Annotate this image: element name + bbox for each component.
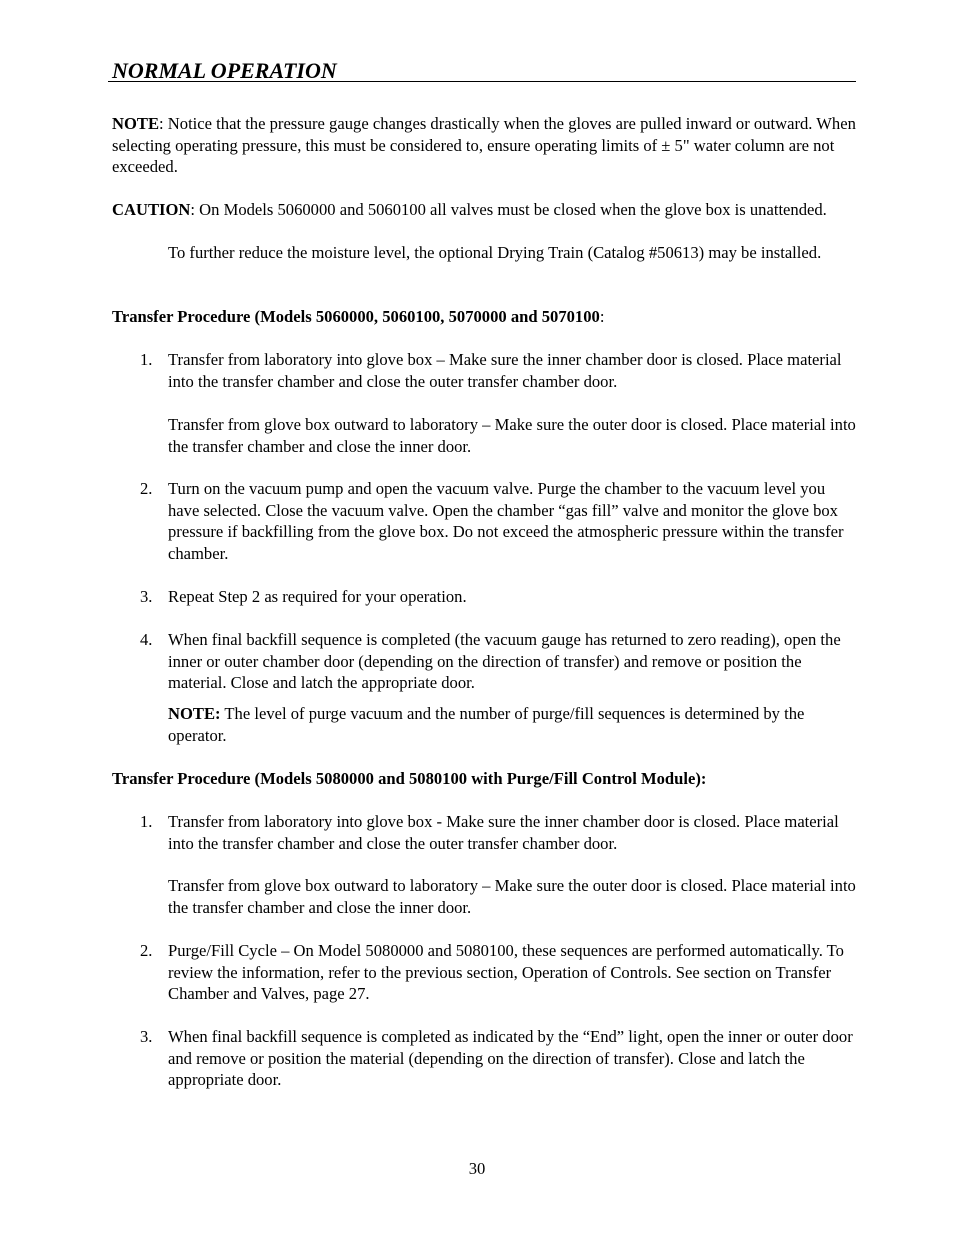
list-item: Transfer from laboratory into glove box - Make sure the inner chamber door is closed. Place material into the transfer chamber and close the outer transfer chamber door. [168, 812, 839, 853]
note-text: : Notice that the pressure gauge changes drastically when the gloves are pulled inward or outward. When selecting operating pressure, this must be considered to, ensure operating limits of ± 5" water column are not exceeded. [112, 114, 856, 176]
list-number: 2. [140, 941, 153, 960]
title-rule [108, 56, 856, 82]
list-item: Transfer from laboratory into glove box – Make sure the inner chamber door is closed. Place material into the transfer chamber and close the outer transfer chamber door. [168, 350, 842, 391]
list-item: Turn on the vacuum pump and open the vacuum valve. Purge the chamber to the vacuum level you have selected. Close the vacuum valve. Open the chamber “gas fill” valve and monitor the glove box pressure if backfilling from the glove box. Do not exceed the atmospheric pressure within the transfer chamber. [168, 479, 844, 563]
section2-heading: Transfer Procedure (Models 5080000 and 5080100 with Purge/Fill Control Module): [112, 769, 707, 788]
list-item: Repeat Step 2 as required for your operation. [168, 587, 467, 606]
note-label: NOTE [112, 114, 160, 133]
note-paragraph [112, 113, 857, 178]
caution-text: : On Models 5060000 and 5060100 all valves must be closed when the glove box is unattended. [190, 200, 827, 219]
list-item-note: NOTE: The level of purge vacuum and the number of purge/fill sequences is determined by the operator. [168, 704, 805, 745]
list-item-extra: Transfer from glove box outward to laboratory – Make sure the outer door is closed. Place material into the transfer chamber and close the inner door. [168, 876, 856, 917]
list-number: 3. [140, 587, 153, 606]
caution-followup: To further reduce the moisture level, the optional Drying Train (Catalog #50613) may be installed. [168, 243, 822, 262]
list-item: When final backfill sequence is completed (the vacuum gauge has returned to zero reading), open the inner or outer chamber door (depending on the direction of transfer) and remove or position the material. Close and latch the appropriate door. [168, 630, 841, 692]
list-number: 1. [140, 350, 153, 369]
list-number: 3. [140, 1027, 153, 1046]
section1-heading: Transfer Procedure (Models 5060000, 5060100, 5070000 and 5070100: [112, 307, 605, 326]
list-item: Purge/Fill Cycle – On Model 5080000 and 5080100, these sequences are performed automatically. To review the information, refer to the previous section, Operation of Controls. See section on Transfer Chamber and Valves, page 27. [168, 941, 844, 1003]
list-item: When final backfill sequence is completed as indicated by the “End” light, open the inner or outer door and remove or position the material (depending on the direction of transfer). Close and latch the appropriate door. [168, 1027, 853, 1089]
caution-label: CAUTION [112, 200, 191, 219]
list-number: 2. [140, 479, 153, 498]
list-number: 4. [140, 630, 153, 649]
page-title: NORMAL OPERATION [112, 58, 337, 83]
list-item-extra: Transfer from glove box outward to laboratory – Make sure the outer door is closed. Place material into the transfer chamber and close the inner door. [168, 415, 856, 456]
caution-paragraph [112, 199, 857, 221]
list-number: 1. [140, 812, 153, 831]
page-number: 30 [468, 1159, 486, 1178]
